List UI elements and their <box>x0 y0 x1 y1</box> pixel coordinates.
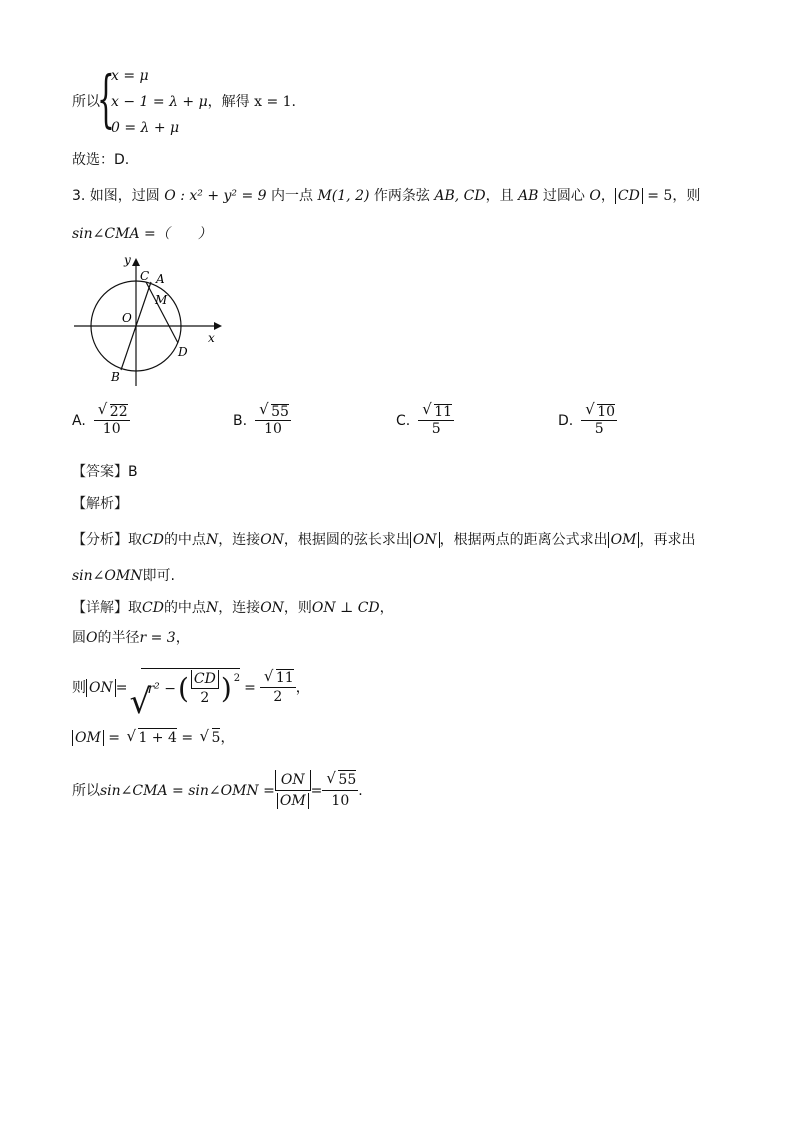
fenxi-line-2: sin∠OMN即可. <box>72 568 175 584</box>
detail-line-1: 【详解】取CD的中点N，连接ON，则ON ⊥ CD， <box>72 600 394 616</box>
question-line-1: 3. 如图，过圆 O : x² + y² = 9 内一点 M(1, 2) 作两条弦 AB, CD，且 AB 过圆心 O， CD = 5，则 <box>72 188 701 204</box>
detail-final-formula: 所以 sin∠CMA = sin∠OMN = $\frac{ON}{OM}$ = √ 55 10 . <box>72 769 363 809</box>
chord-cd <box>146 282 178 343</box>
detail-radius: 圆O的半径r = 3， <box>72 630 190 646</box>
system-prefix: 所以 <box>72 94 100 110</box>
label-d: D <box>178 345 188 359</box>
label-a: A <box>156 272 165 286</box>
label-b: B <box>111 370 120 384</box>
system-eq-2: x − 1 = λ + μ，解得 x = 1. <box>111 94 297 110</box>
system-eq-3: 0 = λ + μ <box>111 120 180 136</box>
analysis-tag: 【解析】 <box>72 496 128 512</box>
label-x: x <box>208 331 215 345</box>
detail-om-formula: OM = √ 1 + 4 = √ 5， <box>72 728 234 748</box>
system-eq-1: x = μ <box>111 68 149 84</box>
detail-on-formula: 则 ON = √ r² − ( $\frac{CD}{2}$ ) $^2$ = √ 11 2 ， <box>72 667 310 722</box>
x-arrow-icon <box>214 322 222 330</box>
option-c[interactable]: C. √ 11 5 <box>396 400 453 437</box>
answer-line: 【答案】B <box>72 464 138 480</box>
label-y: y <box>124 253 131 267</box>
label-m: M <box>155 293 168 307</box>
option-a[interactable]: A. √ 22 10 <box>72 400 128 437</box>
circle-figure <box>72 252 232 392</box>
y-arrow-icon <box>132 258 140 266</box>
option-d[interactable]: D. √ 10 5 <box>558 400 616 437</box>
system-suffix: ，解得 x = 1. <box>207 94 297 110</box>
fenxi-line-1: 【分析】取CD的中点N，连接ON，根据圆的弦长求出 ON ，根据两点的距离公式求出 OM ，再求出 <box>72 532 696 548</box>
option-b[interactable]: B. √ 55 10 <box>233 400 289 437</box>
label-c: C <box>140 269 150 283</box>
left-brace: { <box>97 62 115 135</box>
question-line-2: sin∠CMA =（ ） <box>72 226 212 242</box>
choose-line: 故选：D. <box>72 152 130 168</box>
label-o: O <box>122 311 132 325</box>
